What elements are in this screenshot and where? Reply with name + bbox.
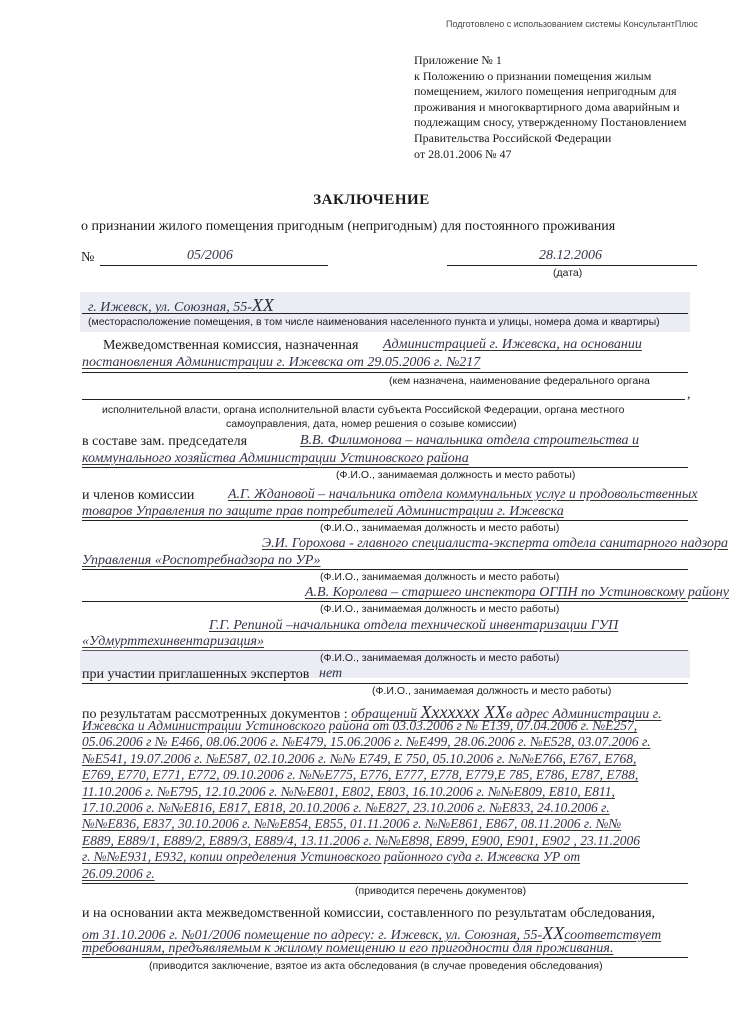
docs-line: 26.09.2006 г. <box>82 865 155 881</box>
docs-line: 11.10.2006 г. №Е795, 12.10.2006 г. №№Е801, Е802, Е803, 16.10.2006 г. №№Е809, Е810, Е811, <box>82 783 615 799</box>
member-3-hint: (Ф.И.О., занимаемая должность и место работы) <box>320 603 560 615</box>
appendix-line: к Положению о признании помещения жилым <box>414 68 652 83</box>
member-2-line-2: Управления «Роспотребнадзора по УР» <box>82 553 321 568</box>
number-value: 05/2006 <box>187 248 233 263</box>
member-3-line-1: А.В. Королева – старшего инспектора ОГПН по Устиновскому району <box>305 585 729 600</box>
appendix-line: Правительства Российской Федерации <box>414 130 612 145</box>
docs-mark: Xxxxxxx XX <box>420 702 506 722</box>
appendix-line: помещением, жилого помещения непригодным для <box>414 84 677 99</box>
experts-intro: при участии приглашенных экспертов <box>82 667 310 682</box>
commission-hint-1: (кем назначена, наименование федерального органа <box>389 375 650 387</box>
address-text: г. Ижевск, ул. Союзная, 55- <box>88 300 252 315</box>
member-4-line-1: Г.Г. Репиной –начальника отдела технической инвентаризации ГУП <box>209 618 619 633</box>
chair-hint: (Ф.И.О., занимаемая должность и место работы) <box>336 469 576 481</box>
date-hint: (дата) <box>553 267 583 279</box>
member-1-rule <box>82 520 688 521</box>
docs-intro: по результатам рассмотренных документов : <box>82 707 348 722</box>
source-note: Подготовлено с использованием системы КонсультантПлюс <box>446 19 698 29</box>
address-mark: XX <box>251 295 274 315</box>
commission-rule-2 <box>82 399 685 400</box>
docs-list <box>82 718 651 882</box>
docs-hint: (приводится перечень документов) <box>355 885 527 897</box>
commission-intro: Межведомственная комиссия, назначенная <box>103 338 359 353</box>
document-subtitle: о признании жилого помещения пригодным (непригодным) для постоянного проживания <box>81 219 616 234</box>
address-rule <box>82 313 688 314</box>
date-rule <box>447 265 697 266</box>
chair-intro: в составе зам. председателя <box>82 434 248 449</box>
member-2-line-1: Э.И. Горохова - главного специалиста-эксперта отдела санитарного надзора <box>262 536 728 551</box>
member-4-line-2: «Удмурттехинвентаризация» <box>82 634 264 649</box>
docs-line: 05.06.2006 г № Е466, 08.06.2006 г. №Е479, 15.06.2006 г. №Е499, 28.06.2006 г. №Е528, 03.07.2006 г. <box>82 734 651 750</box>
commission-hint-2: исполнительной власти, органа исполнительной власти субъекта Российской Федерации, органа местного <box>102 404 625 416</box>
experts-rule <box>82 683 688 684</box>
chair-value-line-1: В.В. Филимонова – начальника отдела строительства и <box>300 433 639 448</box>
number-rule <box>100 265 328 266</box>
docs-line: Е889, Е889/1, Е889/2, Е889/3, Е889/4, 13.11.2006 г. №№Е898, Е899, Е900, Е901, Е902 , 23.11.2006 <box>82 832 641 848</box>
member-4-hint: (Ф.И.О., занимаемая должность и место работы) <box>320 652 560 664</box>
experts-hint: (Ф.И.О., занимаемая должность и место работы) <box>372 685 612 697</box>
commission-comma: , <box>687 387 691 402</box>
member-1-hint: (Ф.И.О., занимаемая должность и место работы) <box>320 522 560 534</box>
act-line-2-text: от 31.10.2006 г. №01/2006 помещение по адресу: г. Ижевск, ул. Союзная, 55- <box>82 928 543 943</box>
docs-line: г. №№Е931, Е932, копии определения Устиновского районного суда г. Ижевска УР от <box>82 849 581 865</box>
docs-line: Ижевска и Администрации Устиновского района от 03.03.2006 г № Е139, 07.04.2006 г. №Е257, <box>82 718 638 733</box>
act-rule <box>82 957 688 958</box>
commission-hint-3: самоуправления, дата, номер решения о созыве комиссии) <box>226 418 517 430</box>
docs-line: 17.10.2006 г. №№Е816, Е817, Е818, 20.10.2006 г. №Е827, 23.10.2006 г. №Е833, 24.10.2006 г. <box>82 800 610 816</box>
member-1-line-2: товаров Управления по защите прав потребителей Администрации г. Ижевска <box>82 504 564 519</box>
appendix-line: проживания и многоквартирного дома аварийным и <box>414 99 680 114</box>
experts-value: нет <box>319 666 343 681</box>
commission-rule-1 <box>82 372 688 373</box>
document-title: ЗАКЛЮЧЕНИЕ <box>313 192 430 208</box>
act-mark: XX <box>542 923 565 943</box>
docs-rule <box>82 883 688 884</box>
appendix-block <box>414 53 687 162</box>
docs-line: Е769, Е770, Е771, Е772, 09.10.2006 г. №№Е775, Е776, Е777, Е778, Е779,Е 785, Е786, Е787, Е788, <box>82 767 639 783</box>
member-2-hint: (Ф.И.О., занимаемая должность и место работы) <box>320 571 560 583</box>
member-3-rule <box>82 601 688 602</box>
address-hint: (месторасположение помещения, в том числе наименования населенного пункта и улицы, номера дома и квартиры) <box>88 316 660 328</box>
docs-value-first: обращений <box>351 707 418 722</box>
member-1-line-1: А.Г. Ждановой – начальника отдела коммунальных услуг и продовольственных <box>228 487 698 502</box>
appendix-line: подлежащим сносу, утвержденному Постановлением <box>414 115 687 130</box>
appendix-line: от 28.01.2006 № 47 <box>414 146 512 161</box>
act-line-2-end: соответствует <box>564 928 662 943</box>
member-2-rule <box>82 569 688 570</box>
chair-value-line-2: коммунального хозяйства Администрации Устиновского района <box>82 451 469 466</box>
commission-by-line-2: постановления Администрации г. Ижевска от 29.05.2006 г. №217 <box>82 355 481 370</box>
act-hint: (приводится заключение, взятое из акта обследования (в случае проведения обследования) <box>149 960 603 972</box>
number-label: № <box>81 250 95 265</box>
docs-line: №№Е836, Е837, 30.10.2006 г. №№Е854, Е855, 01.11.2006 г. №№Е861, Е867, 08.11.2006 г. №№ <box>82 816 622 832</box>
act-line-3: требованиям, предъявляемым к жилому помещению и его пригодности для проживания. <box>82 941 614 956</box>
docs-line: №Е541, 19.07.2006 г. №Е587, 02.10.2006 г. №№ Е749, Е 750, 05.10.2006 г. №№Е766, Е767, Е768, <box>82 750 637 766</box>
members-intro: и членов комиссии <box>82 488 195 503</box>
appendix-line: Приложение № 1 <box>414 53 502 67</box>
act-intro: и на основании акта межведомственной комиссии, составленного по результатам обследования, <box>82 906 656 921</box>
docs-value-after: в адрес Администрации г. <box>505 707 662 722</box>
commission-by-line-1: Администрацией г. Ижевска, на основании <box>383 337 642 352</box>
chair-rule <box>82 467 688 468</box>
date-value: 28.12.2006 <box>539 248 602 263</box>
